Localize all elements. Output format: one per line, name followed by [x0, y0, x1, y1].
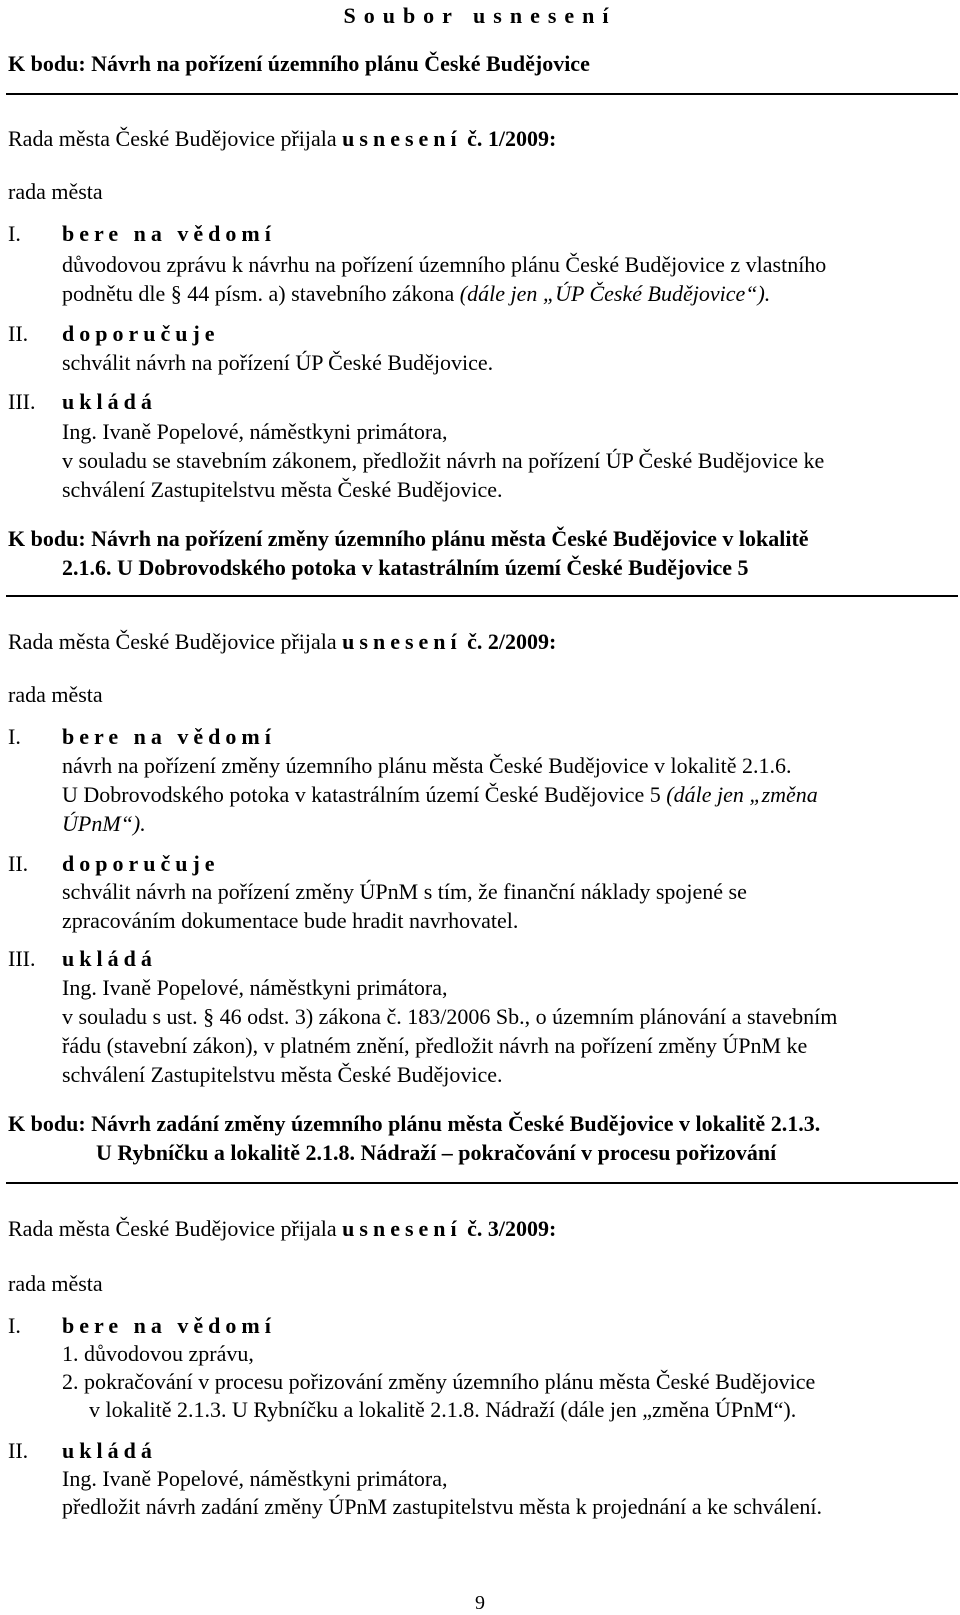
council-label: rada města: [8, 1271, 103, 1296]
item-verb: doporučuje: [62, 851, 220, 876]
item-text: Ing. Ivaně Popelové, náměstkyni primátora,: [62, 1466, 448, 1491]
item-text: v lokalitě 2.1.3. U Rybníčku a lokalitě 2.1.8. Nádraží (dále jen „změna ÚPnM“).: [89, 1397, 797, 1422]
item-numeral: II.: [8, 1438, 29, 1463]
item-text: zpracováním dokumentace bude hradit navrhovatel.: [62, 908, 519, 933]
item-text: Ing. Ivaně Popelové, náměstkyni primátora,: [62, 975, 448, 1000]
item-verb: bere na vědomí: [62, 221, 276, 246]
item-numeral: I.: [8, 1313, 21, 1338]
item-numeral: III.: [8, 389, 36, 414]
item-verb: bere na vědomí: [62, 724, 276, 749]
section-heading: K bodu: Návrh na pořízení změny územního plánu města České Budějovice v lokalitě: [8, 526, 809, 551]
section-heading: K bodu: Návrh zadání změny územního plánu města České Budějovice v lokalitě 2.1.3.: [8, 1111, 821, 1136]
section-divider: [6, 93, 958, 95]
page-number: 9: [475, 1592, 485, 1614]
section-divider: [6, 1182, 958, 1184]
item-text: v souladu se stavebním zákonem, předložit návrh na pořízení ÚP České Budějovice ke: [62, 448, 825, 473]
item-text: ÚPnM“).: [62, 811, 146, 836]
item-text: důvodovou zprávu k návrhu na pořízení územního plánu České Budějovice z vlastního: [62, 252, 827, 277]
item-text: Ing. Ivaně Popelové, náměstkyni primátora,: [62, 419, 448, 444]
item-text: 2. pokračování v procesu pořizování změny územního plánu města České Budějovice: [62, 1369, 816, 1394]
page-title: Soubor usnesení: [343, 3, 617, 28]
resolution-line: [8, 128, 556, 150]
item-verb: doporučuje: [62, 321, 220, 346]
council-label: rada města: [8, 682, 103, 707]
resolution-word: usnesení: [342, 1216, 462, 1241]
item-numeral: II.: [8, 851, 29, 876]
item-numeral: III.: [8, 946, 36, 971]
section-heading: U Rybníčku a lokalitě 2.1.8. Nádraží – pokračování v procesu pořizování: [96, 1140, 777, 1165]
item-text: 1. důvodovou zprávu,: [62, 1341, 254, 1366]
resolution-prefix: Rada města České Budějovice přijala: [8, 1216, 337, 1241]
item-numeral: I.: [8, 724, 21, 749]
item-text: schválení Zastupitelstvu města České Budějovice.: [62, 477, 503, 502]
resolution-word: usnesení: [342, 126, 462, 151]
council-label: rada města: [8, 179, 103, 204]
section-heading: K bodu: Návrh na pořízení územního plánu České Budějovice: [8, 51, 590, 76]
item-text: v souladu s ust. § 46 odst. 3) zákona č. 183/2006 Sb., o územním plánování a stavebním: [62, 1004, 838, 1029]
item-text: schválit návrh na pořízení ÚP České Budějovice.: [62, 350, 494, 375]
resolution-line: [8, 1218, 556, 1240]
resolution-line: [8, 631, 556, 653]
section-divider: [6, 595, 958, 597]
item-text: schválení Zastupitelstvu města České Budějovice.: [62, 1062, 503, 1087]
resolution-number: č. 1/2009:: [467, 126, 557, 151]
item-text: předložit návrh zadání změny ÚPnM zastupitelstvu města k projednání a ke schválení.: [62, 1494, 822, 1519]
item-text: U Dobrovodského potoka v katastrálním území České Budějovice 5 (dále jen „změna: [62, 782, 818, 807]
item-verb: bere na vědomí: [62, 1313, 276, 1338]
item-verb: ukládá: [62, 946, 157, 971]
resolution-number: č. 2/2009:: [467, 629, 557, 654]
item-text: podnětu dle § 44 písm. a) stavebního zákona (dále jen „ÚP České Budějovice“).: [62, 281, 771, 306]
resolution-prefix: Rada města České Budějovice přijala: [8, 629, 337, 654]
resolution-number: č. 3/2009:: [467, 1216, 557, 1241]
item-numeral: I.: [8, 221, 21, 246]
item-verb: ukládá: [62, 389, 157, 414]
section-heading: 2.1.6. U Dobrovodského potoka v katastrálním území České Budějovice 5: [62, 555, 749, 580]
item-numeral: II.: [8, 321, 29, 346]
item-text: schválit návrh na pořízení změny ÚPnM s tím, že finanční náklady spojené se: [62, 879, 747, 904]
resolution-prefix: Rada města České Budějovice přijala: [8, 126, 337, 151]
resolution-word: usnesení: [342, 629, 462, 654]
item-verb: ukládá: [62, 1438, 157, 1463]
item-text: řádu (stavební zákon), v platném znění, předložit návrh na pořízení změny ÚPnM ke: [62, 1033, 808, 1058]
item-text: návrh na pořízení změny územního plánu města České Budějovice v lokalitě 2.1.6.: [62, 753, 792, 778]
